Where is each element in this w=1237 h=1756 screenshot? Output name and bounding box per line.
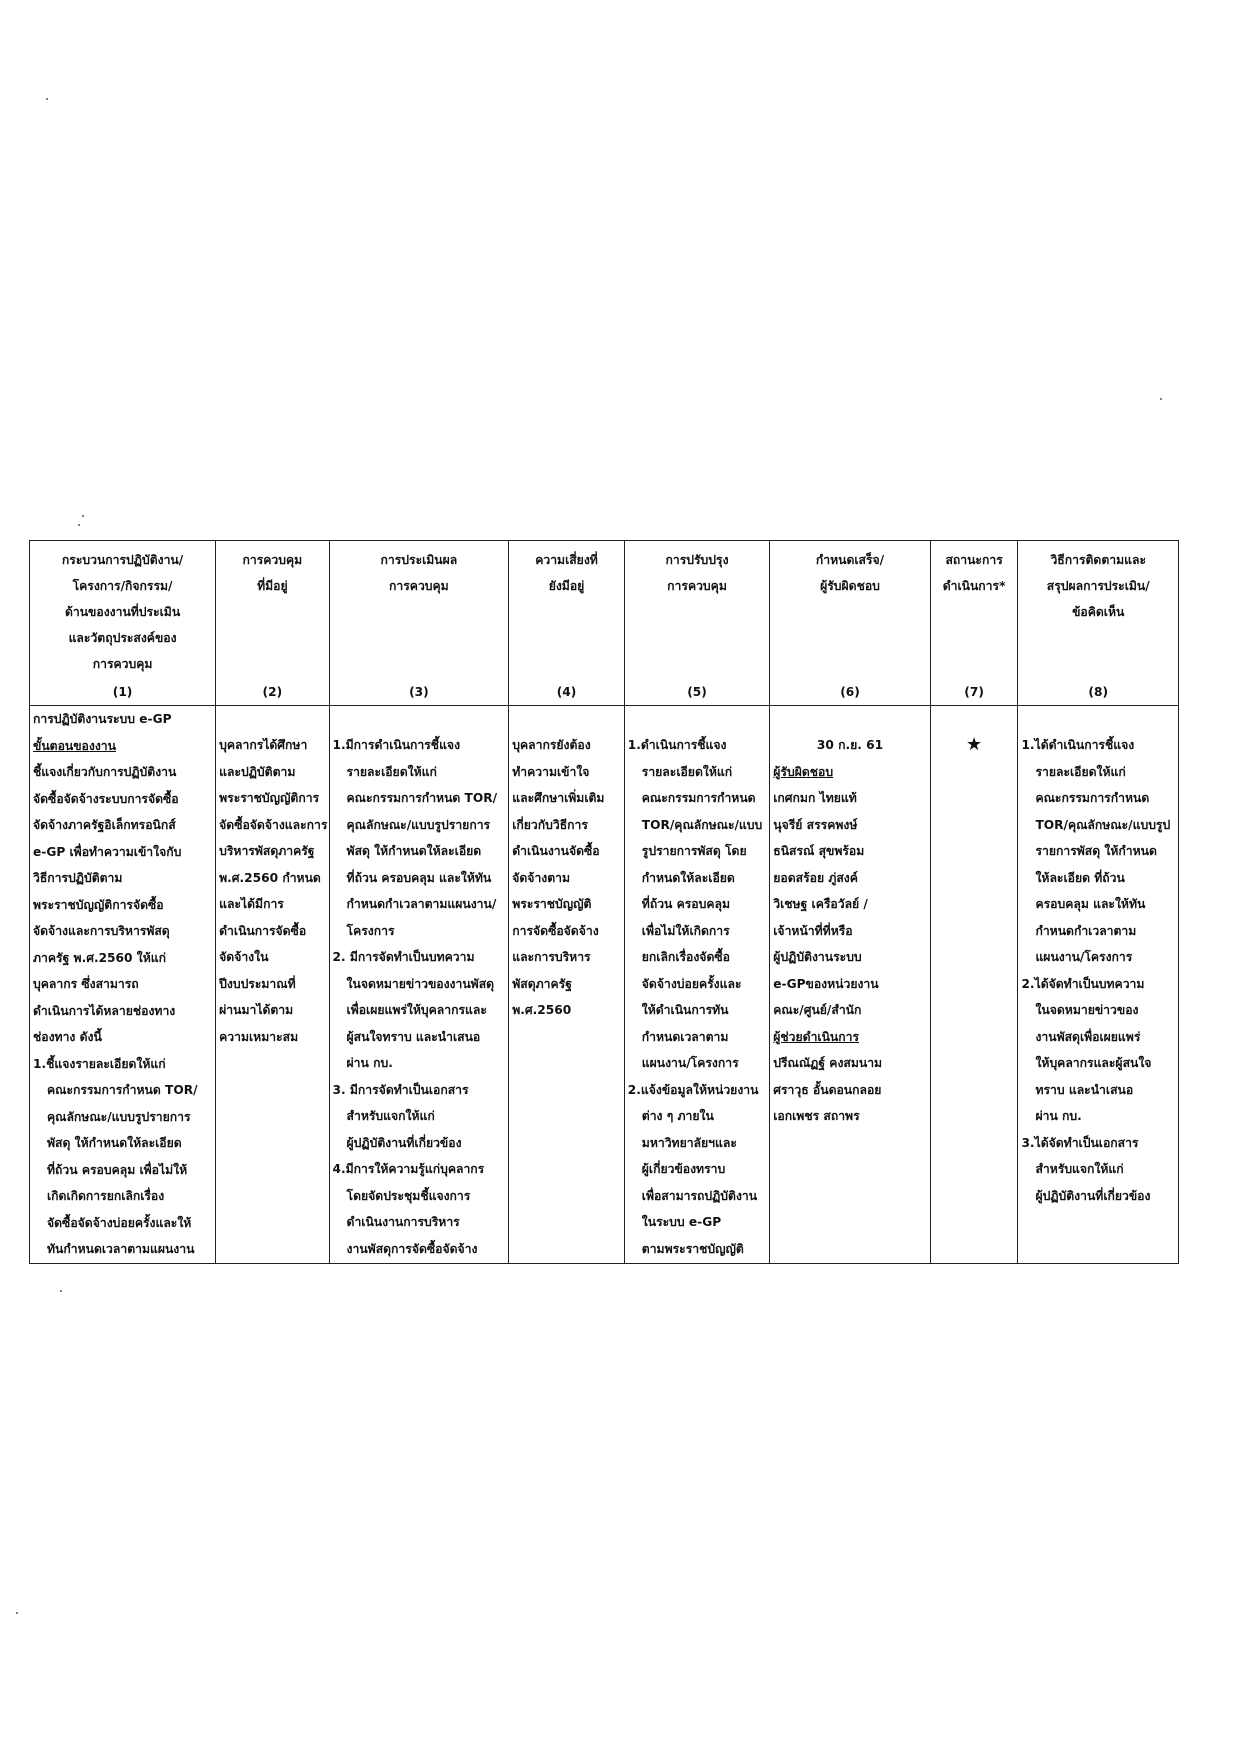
text-line: ดำเนินการจัดซื้อ <box>219 923 307 938</box>
text-line: งานพัสดุการจัดซื้อจัดจ้าง <box>346 1241 478 1256</box>
text-line: เพื่อเผยแพร่ให้บุคลากรและ <box>346 1003 487 1017</box>
scan-speck <box>78 524 80 526</box>
header-control-improvement <box>624 541 769 680</box>
text-line: 1.ชี้แจงรายละเอียดให้แก่ <box>33 1056 166 1071</box>
text-line: แผนงาน/โครงการ <box>1035 950 1133 964</box>
text-line: โครงการ <box>346 923 395 938</box>
text-line: รายละเอียดให้แก่ <box>641 764 733 779</box>
text-line: คุณลักษณะ/แบบรูปรายการ <box>346 817 491 832</box>
text-line: ยอดสร้อย ภู่สงค์ <box>773 870 858 885</box>
text-line: ดำเนินงานการบริหาร <box>346 1215 460 1229</box>
status-star-icon: ★ <box>966 734 983 755</box>
text-line: วิธีการติดตามและ <box>1050 553 1146 567</box>
text-line: เกี่ยวกับวิธีการ <box>512 817 588 832</box>
text-line: TOR/คุณลักษณะ/แบบรูป <box>1035 817 1171 832</box>
text-line: ผ่าน กบ. <box>346 1056 393 1070</box>
text-line: 2.แจ้งข้อมูลให้หน่วยงาน <box>627 1082 759 1097</box>
text-line: 3.ได้จัดทำเป็นเอกสาร <box>1021 1135 1139 1150</box>
column-number: (7) <box>930 679 1018 706</box>
column-number: (6) <box>770 679 930 706</box>
text-line: เกศกมก ไทยแท้ <box>773 791 857 805</box>
column-number: (5) <box>624 679 769 706</box>
text-line: ด้านของงานที่ประเมิน <box>64 605 181 619</box>
text-line: สถานะการ <box>945 553 1003 567</box>
process-subtitle: ขั้นตอนของงาน <box>33 738 116 753</box>
cell-due-responsible <box>770 706 930 1264</box>
text-line: ดำเนินงานจัดซื้อ <box>512 844 600 858</box>
header-remaining-risk <box>509 541 625 680</box>
process-indented-lines <box>33 1077 212 1263</box>
text-line: 1.มีการดำเนินการชี้แจง <box>332 738 461 752</box>
evaluation-lines <box>333 732 506 1262</box>
text-line: สำหรับแจกให้แก่ <box>346 1109 435 1123</box>
text-line: สรุปผลการประเมิน/ <box>1046 579 1150 593</box>
text-line: จัดจ้างใน <box>219 950 269 964</box>
text-line: พัสดุ ให้กำหนดให้ละเอียด <box>47 1136 182 1150</box>
text-line: ปรีณณัฏฐ์ คงสมนาม <box>773 1056 883 1070</box>
column-number: (2) <box>216 679 329 706</box>
text-line: กำหนดให้ละเอียด <box>641 870 735 885</box>
text-line: ผู้สนใจทราบ และนำเสนอ <box>346 1029 481 1044</box>
responsible-label: ผู้รับผิดชอบ <box>773 764 834 779</box>
text-line: ตามพระราชบัญญัติ <box>641 1241 744 1256</box>
text-line: รายการพัสดุ ให้กำหนด <box>1035 844 1157 858</box>
text-line: คุณลักษณะ/แบบรูปรายการ <box>47 1109 191 1124</box>
text-line: และปฏิบัติตาม <box>219 764 296 779</box>
text-line: และการบริหาร <box>512 950 591 964</box>
text-line: e-GP เพื่อทำความเข้าใจกับ <box>33 844 182 859</box>
text-line: วิเชษฐ เครือวัลย์ / <box>773 897 868 911</box>
text-line: TOR/คุณลักษณะ/แบบ <box>641 817 763 832</box>
text-line: 2.ได้จัดทำเป็นบทความ <box>1021 976 1145 991</box>
text-line: ในจดหมายข่าวของงานพัสดุ <box>346 976 495 991</box>
text-line: การควบคุม <box>242 553 303 567</box>
scan-speck <box>16 1612 18 1614</box>
text-line: ครอบคลุม และให้ทัน <box>1035 897 1146 911</box>
header-row <box>30 541 1179 680</box>
text-line: การควบคุม <box>92 657 153 671</box>
body-row <box>30 706 1179 1264</box>
scan-speck <box>1160 398 1162 400</box>
text-line: วิธีการปฏิบัติตาม <box>33 871 123 885</box>
header-followup <box>1018 541 1179 680</box>
text-line: 1.ได้ดำเนินการชี้แจง <box>1021 738 1135 752</box>
text-line: การประเมินผล <box>380 553 458 567</box>
text-line: งานพัสดุเพื่อเผยแพร่ <box>1035 1029 1141 1044</box>
column-number: (1) <box>30 679 216 706</box>
cell-control-improvement <box>624 706 769 1264</box>
text-line: พระราชบัญญัติการจัดซื้อ <box>33 897 164 912</box>
text-line: พัสดุภาครัฐ <box>512 976 572 991</box>
text-line: พ.ศ.2560 กำหนด <box>219 870 321 885</box>
header-process <box>30 541 216 680</box>
text-line: และได้มีการ <box>219 897 284 911</box>
column-number-row <box>30 679 1179 706</box>
text-line: ดำเนินการได้หลายช่องทาง <box>33 1003 176 1018</box>
risk-lines <box>512 732 621 1024</box>
text-line: กำหนดกำเวลาตามแผนงาน/ <box>346 897 497 911</box>
text-line: ภาครัฐ พ.ศ.2560 ให้แก่ <box>33 950 166 965</box>
text-line: ข้อคิดเห็น <box>1072 605 1125 619</box>
text-line: ผ่าน กบ. <box>1035 1109 1082 1123</box>
scan-speck <box>82 515 84 517</box>
due-date: 30 ก.ย. 61 <box>816 738 884 752</box>
text-line: ในระบบ e-GP <box>641 1215 722 1229</box>
text-line: รายละเอียดให้แก่ <box>1035 764 1126 779</box>
text-line: การปรับปรุง <box>665 553 729 567</box>
text-line: 1.ดำเนินการชี้แจง <box>627 738 727 752</box>
text-line: พระราชบัญญัติ <box>512 897 592 911</box>
text-line: ผู้ปฏิบัติงานที่เกี่ยวข้อง <box>1035 1188 1151 1203</box>
text-line: ในจดหมายข่าวของ <box>1035 1003 1139 1017</box>
text-line: บุคลากรได้ศึกษา <box>219 738 308 752</box>
cell-existing-control <box>216 706 329 1264</box>
text-line: ยกเลิกเรื่องจัดซื้อ <box>641 950 730 964</box>
text-line: การควบคุม <box>667 579 727 593</box>
text-line: บริหารพัสดุภาครัฐ <box>219 844 315 858</box>
text-line: ความเสี่ยงที่ <box>535 553 598 567</box>
text-line: พ.ศ.2560 <box>512 1003 572 1017</box>
text-line: e-GPของหน่วยงาน <box>773 976 879 991</box>
header-status <box>930 541 1018 680</box>
text-line: ช่องทาง ดังนี้ <box>33 1030 102 1044</box>
text-line: เพื่อสามารถปฏิบัติงาน <box>641 1188 758 1203</box>
text-line: จัดจ้างบ่อยครั้งและ <box>641 976 742 991</box>
text-line: โดยจัดประชุมชี้แจงการ <box>346 1188 471 1203</box>
existing-control-lines <box>219 732 328 1050</box>
text-line: จัดจ้างและการบริหารพัสดุ <box>33 924 170 938</box>
column-number: (8) <box>1018 679 1179 706</box>
text-line: 2. มีการจัดทำเป็นบทความ <box>332 950 475 964</box>
text-line: จัดจ้างตาม <box>512 870 571 885</box>
assistant-label: ผู้ช่วยดำเนินการ <box>773 1029 860 1044</box>
text-line: กระบวนการปฏิบัติงาน/ <box>61 553 184 567</box>
text-line: ให้บุคลากรและผู้สนใจ <box>1035 1056 1152 1070</box>
text-line: ทำความเข้าใจ <box>512 764 590 779</box>
text-line: แผนงาน/โครงการ <box>641 1056 739 1070</box>
column-number: (4) <box>509 679 625 706</box>
text-line: กำหนดกำเวลาตาม <box>1035 923 1137 938</box>
text-line: จัดซื้อจัดจ้างบ่อยครั้งและให้ <box>47 1215 192 1230</box>
text-line: ยังมีอยู่ <box>548 579 585 593</box>
scan-speck <box>46 98 48 100</box>
text-line: จัดซื้อจัดจ้างและการ <box>219 817 328 832</box>
text-line: ผู้เกี่ยวข้องทราบ <box>641 1162 726 1176</box>
text-line: ผ่านมาได้ตาม <box>219 1003 294 1017</box>
text-line: นุจรีย์ สรรคพงษ์ <box>773 817 858 832</box>
text-line: คณะกรรมการกำหนด TOR/ <box>346 791 498 805</box>
text-line: ที่ถ้วน ครอบคลุม และให้ทัน <box>346 870 492 885</box>
text-line: เพื่อไม่ให้เกิดการ <box>641 923 730 938</box>
header-existing-control <box>216 541 329 680</box>
cell-control-evaluation <box>329 706 509 1264</box>
text-line: ทันกำหนดเวลาตามแผนงาน <box>47 1242 195 1256</box>
scan-speck <box>60 1290 62 1292</box>
column-number: (3) <box>329 679 509 706</box>
text-line: สำหรับแจกให้แก่ <box>1035 1162 1124 1176</box>
text-line: คณะกรรมการกำหนด <box>641 791 756 805</box>
text-line: บุคลากรยังต้อง <box>512 738 591 752</box>
text-line: ที่มีอยู่ <box>257 579 288 593</box>
text-line: คณะกรรมการกำหนด TOR/ <box>47 1083 198 1097</box>
followup-lines <box>1021 732 1175 1209</box>
text-line: บุคลากร ซึ่งสามารถ <box>33 977 139 991</box>
text-line: ปีงบประมาณที่ <box>219 976 296 991</box>
text-line: 3. มีการจัดทำเป็นเอกสาร <box>332 1082 469 1097</box>
text-line: ให้ละเอียด ที่ถ้วน <box>1035 870 1125 885</box>
process-lines <box>33 759 212 1077</box>
cell-followup <box>1018 706 1179 1264</box>
text-line: คณะ/ศูนย์/สำนัก <box>773 1003 862 1017</box>
cell-process <box>30 706 216 1264</box>
improvement-lines <box>628 732 766 1262</box>
text-line: ที่ถ้วน ครอบคลุม เพื่อไม่ให้ <box>47 1162 188 1177</box>
text-line: ศราวุธ อั้นดอนกลอย <box>773 1082 882 1097</box>
text-line: จัดซื้อจัดจ้างระบบการจัดซื้อ <box>33 791 179 806</box>
text-line: รูปรายการพัสดุ โดย <box>641 844 747 858</box>
text-line: พัสดุ ให้กำหนดให้ละเอียด <box>346 844 482 858</box>
text-line: ผู้รับผิดชอบ <box>820 579 880 593</box>
text-line: โครงการ/กิจกรรม/ <box>72 579 173 593</box>
text-line: จัดจ้างภาครัฐอิเล็กทรอนิกส์ <box>33 818 176 832</box>
text-line: มหาวิทยาลัยฯและ <box>641 1135 737 1150</box>
text-line: ดำเนินการ* <box>942 579 1006 593</box>
text-line: ที่ถ้วน ครอบคลุม <box>641 897 731 911</box>
text-line: กำหนดเวลาตาม <box>641 1029 729 1044</box>
text-line: การควบคุม <box>389 579 449 593</box>
text-line: ชี้แจงเกี่ยวกับการปฏิบัติงาน <box>33 765 177 779</box>
text-line: ทราบ และนำเสนอ <box>1035 1082 1134 1097</box>
text-line: ความเหมาะสม <box>219 1029 299 1044</box>
text-line: ธนิสรณ์ สุขพร้อม <box>773 844 865 858</box>
text-line: เกิดเกิดการยกเลิกเรื่อง <box>47 1189 165 1203</box>
text-line: และวัตถุประสงค์ของ <box>68 631 177 645</box>
text-line: พระราชบัญญัติการ <box>219 791 320 805</box>
process-title: การปฏิบัติงานระบบ e-GP <box>33 712 172 726</box>
text-line: การจัดซื้อจัดจ้าง <box>512 923 599 938</box>
text-line: ผู้ปฏิบัติงานระบบ <box>773 950 862 964</box>
assistant-names <box>773 1050 926 1130</box>
text-line: เจ้าหน้าที่ที่หรือ <box>773 923 853 938</box>
assessment-table <box>29 540 1179 1264</box>
text-line: กำหนดเสร็จ/ <box>815 553 885 567</box>
cell-status <box>930 706 1018 1264</box>
responsible-names <box>773 785 926 1024</box>
header-due-responsible <box>770 541 930 680</box>
text-line: ให้ดำเนินการทัน <box>641 1003 729 1017</box>
text-line: และศึกษาเพิ่มเติม <box>512 791 605 805</box>
cell-remaining-risk <box>509 706 625 1264</box>
text-line: ผู้ปฏิบัติงานที่เกี่ยวข้อง <box>346 1135 462 1150</box>
text-line: ต่าง ๆ ภายใน <box>641 1109 714 1123</box>
text-line: 4.มีการให้ความรู้แก่บุคลากร <box>332 1162 485 1176</box>
text-line: รายละเอียดให้แก่ <box>346 764 437 779</box>
text-line: คณะกรรมการกำหนด <box>1035 791 1150 805</box>
header-control-evaluation <box>329 541 509 680</box>
text-line: เอกเพชร สถาพร <box>773 1109 860 1123</box>
